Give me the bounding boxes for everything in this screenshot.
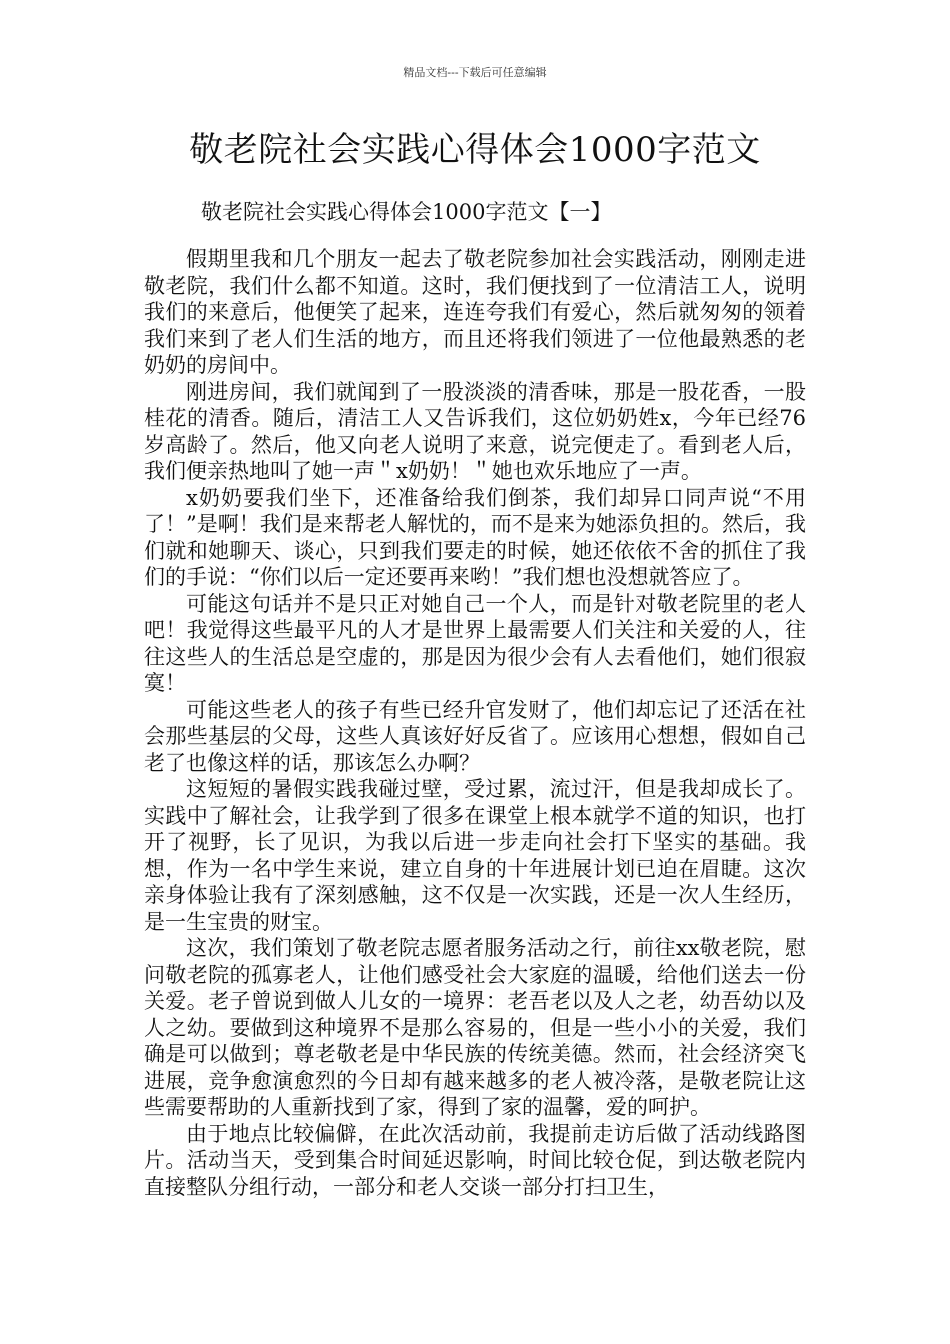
section-subtitle: 敬老院社会实践心得体会1000字范文【一】 <box>201 200 612 224</box>
header-note: 精品文档---下载后可任意编辑 <box>403 66 547 79</box>
paragraph: 可能这句话并不是只正对她自己一个人，而是针对敬老院里的老人吧！我觉得这些最平凡的人才是世界上最需要人们关注和关爱的人，往往这些人的生活总是空虚的，那是因为很少会有人去看他们，她们很寂寞！ <box>144 591 806 695</box>
paragraph: 由于地点比较偏僻，在此次活动前，我提前走访后做了活动线路图片。活动当天，受到集合时间延迟影响，时间比较仓促，到达敬老院内直接整队分组行动，一部分和老人交谈一部分打扫卫生， <box>144 1121 806 1199</box>
paragraph: 可能这些老人的孩子有些已经升官发财了，他们却忘记了还活在社会那些基层的父母，这些人真该好好反省了。应该用心想想，假如自己老了也像这样的话，那该怎么办啊？ <box>144 697 806 775</box>
document-title: 敬老院社会实践心得体会1000字范文 <box>189 130 761 170</box>
paragraph: 刚进房间，我们就闻到了一股淡淡的清香味，那是一股花香，一股桂花的清香。随后，清洁工人又告诉我们，这位奶奶姓x，今年已经76岁高龄了。然后，他又向老人说明了来意，说完便走了。看到老人后，我们便亲热地叫了她一声＂x奶奶！＂她也欢乐地应了一声。 <box>144 379 806 483</box>
paragraph: x奶奶要我们坐下，还准备给我们倒茶，我们却异口同声说“不用了！”是啊！我们是来帮老人解忧的，而不是来为她添负担的。然后，我们就和她聊天、谈心，只到我们要走的时候，她还依依不舍的抓住了我们的手说：“你们以后一定还要再来哟！”我们想也没想就答应了。 <box>144 485 806 589</box>
paragraph: 假期里我和几个朋友一起去了敬老院参加社会实践活动，刚刚走进敬老院，我们什么都不知道。这时，我们便找到了一位清洁工人，说明我们的来意后，他便笑了起来，连连夸我们有爱心，然后就匆匆的领着我们来到了老人们生活的地方，而且还将我们领进了一位他最熟悉的老奶奶的房间中。 <box>144 247 806 377</box>
body-text <box>144 246 806 1200</box>
paragraph: 这短短的暑假实践我碰过壁，受过累，流过汗，但是我却成长了。实践中了解社会，让我学到了很多在课堂上根本就学不道的知识，也打开了视野，长了见识，为我以后进一步走向社会打下坚实的基础。我想，作为一名中学生来说，建立自身的十年进展计划已迫在眉睫。这次亲身体验让我有了深刻感触，这不仅是一次实践，还是一次人生经历，是一生宝贵的财宝。 <box>144 777 806 934</box>
paragraph: 这次，我们策划了敬老院志愿者服务活动之行，前往xx敬老院，慰问敬老院的孤寡老人，让他们感受社会大家庭的温暖，给他们送去一份关爱。老子曾说到做人儿女的一境界：老吾老以及人之老，幼吾幼以及人之幼。要做到这种境界不是那么容易的，但是一些小小的关爱，我们确是可以做到；尊老敬老是中华民族的传统美德。然而，社会经济突飞进展，竞争愈演愈烈的今日却有越来越多的老人被冷落，是敬老院让这些需要帮助的人重新找到了家，得到了家的温馨，爱的呵护。 <box>144 936 806 1119</box>
